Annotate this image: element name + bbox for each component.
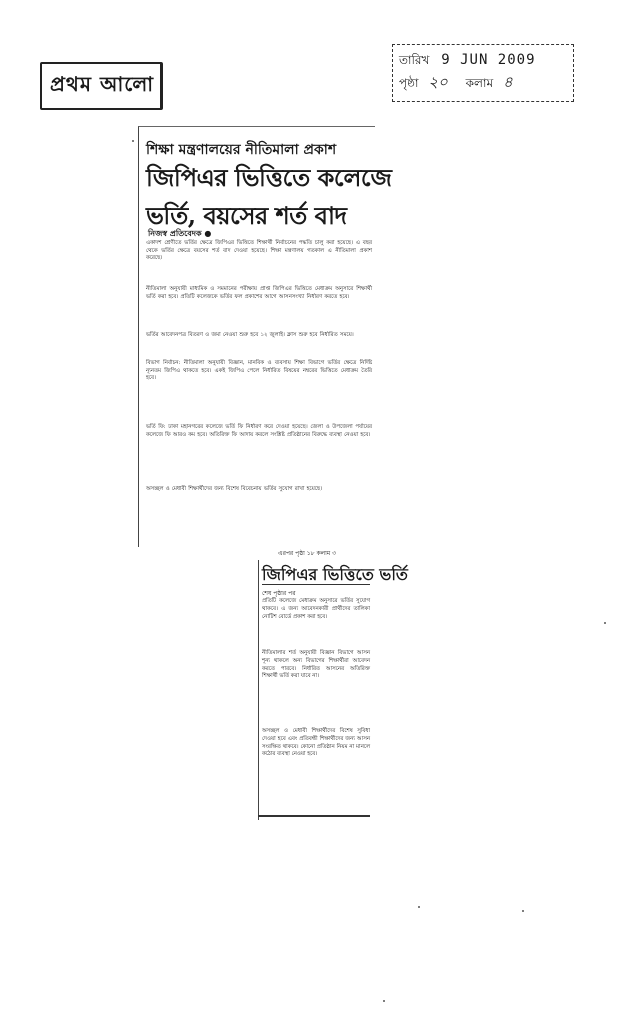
continuation-paragraph-3: অসচ্ছল ও মেধাবী শিক্ষার্থীদের বিশেষ সুবিধা দেওয়া হবে এবং প্রতিবন্ধী শিক্ষার্থীদের জন্য আসন সংরক্ষিত থাকবে। কোনো প্রতিষ্ঠান নিয়ম না মানলে কঠোর ব্যবস্থা নেওয়া হবে। bbox=[262, 728, 370, 758]
article-paragraph-1: একাদশ শ্রেণীতে ভর্তির ক্ষেত্রে জিপিএর ভিত্তিতে শিক্ষার্থী নির্বাচনের পদ্ধতি চালু করা হয়েছে। এ বছর থেকে ভর্তির ক্ষেত্রে বয়সের শর্ত বাদ দেওয়া হয়েছে। শিক্ষা মন্ত্রণালয় গতকাল এ নীতিমালা প্রকাশ করেছে। bbox=[146, 240, 372, 262]
article-jump-line: এরপর পৃষ্ঠা ১৮ কলাম ৩ bbox=[278, 550, 337, 557]
newspaper-masthead bbox=[40, 62, 160, 108]
scan-speck bbox=[383, 1000, 385, 1002]
scan-speck bbox=[522, 910, 524, 912]
scan-speck bbox=[132, 140, 134, 142]
continuation-rule bbox=[262, 584, 370, 585]
date-stamp bbox=[392, 44, 574, 102]
headline-line-1: জিপিএর ভিত্তিতে কলেজে bbox=[146, 163, 392, 192]
article-byline: নিজস্ব প্রতিবেদক ● bbox=[148, 229, 212, 238]
stamp-column-value: ৪ bbox=[502, 73, 513, 91]
masthead-title: প্রথম আলো bbox=[50, 72, 155, 96]
article-paragraph-3: ভর্তির আবেদনপত্র বিতরণ ও জমা নেওয়া শুরু হবে ১২ জুলাই। ক্লাস শুরু হবে নির্ধারিত সময়ে। bbox=[146, 332, 354, 338]
stamp-page-label: পৃষ্ঠা bbox=[399, 76, 419, 90]
article-kicker: শিক্ষা মন্ত্রণালয়ের নীতিমালা প্রকাশ bbox=[146, 142, 337, 158]
article-paragraph-4: বিভাগ নির্বাচন: নীতিমালা অনুযায়ী বিজ্ঞান, মানবিক ও ব্যবসায় শিক্ষা বিভাগে ভর্তির ক্ষেত্রে নির্দিষ্ট ন্যূনতম জিপিএ থাকতে হবে। একই জিপিএ পেলে নির্ধারিত বিষয়ের নম্বরের ভিত্তিতে মেধাক্রম তৈরি হবে। bbox=[146, 360, 372, 382]
stamp-column-label: কলাম bbox=[465, 76, 494, 90]
stamp-page-value: ২০ bbox=[428, 73, 448, 91]
continuation-paragraph-1: প্রতিটি কলেজে মেধাক্রম অনুসারে ভর্তির সুযোগ থাকবে। এ জন্য আবেদনকারী প্রার্থীদের তালিকা নোটিশ বোর্ডে প্রকাশ করা হবে। bbox=[262, 598, 370, 620]
stamp-date-value: 9 JUN 2009 bbox=[441, 52, 536, 68]
stamp-page-row bbox=[399, 71, 567, 93]
continuation-paragraph-2: নীতিমালার শর্ত অনুযায়ী বিজ্ঞান বিভাগে আসন শূন্য থাকলে অন্য বিভাগের শিক্ষার্থীরা আবেদন করতে পারবে। নির্ধারিত আসনের অতিরিক্ত শিক্ষার্থী ভর্তি করা যাবে না। bbox=[262, 650, 370, 680]
headline-line-2: ভর্তি, বয়সের শর্ত বাদ bbox=[146, 201, 347, 230]
article-paragraph-6: অসচ্ছল ও মেধাবী শিক্ষার্থীদের জন্য বিশেষ বিবেচনায় ভর্তির সুযোগ রাখা হয়েছে। bbox=[146, 486, 323, 492]
scan-speck bbox=[418, 906, 420, 908]
continuation-end-rule bbox=[258, 815, 370, 817]
article-paragraph-5: ভর্তি ফি: ঢাকা মহানগরের কলেজে ভর্তি ফি নির্ধারণ করে দেওয়া হয়েছে। জেলা ও উপজেলা পর্যায়ের কলেজে ফি আরও কম হবে। অতিরিক্ত ফি আদায় করলে সংশ্লিষ্ট প্রতিষ্ঠানের বিরুদ্ধে ব্যবস্থা নেওয়া হবে। bbox=[146, 424, 372, 438]
article-paragraph-2: নীতিমালা অনুযায়ী মাধ্যমিক ও সমমানের পরীক্ষায় প্রাপ্ত জিপিএর ভিত্তিতে মেধাক্রম অনুসারে শিক্ষার্থী ভর্তি করা হবে। প্রতিটি কলেজকে ভর্তির ফল প্রকাশের আগে আসনসংখ্যা নির্ধারণ করতে হবে। bbox=[146, 286, 372, 300]
stamp-date-label: তারিখ bbox=[399, 53, 430, 67]
continuation-label: শেষ পৃষ্ঠার পর bbox=[262, 590, 296, 597]
continuation-headline: জিপিএর ভিত্তিতে ভর্তি bbox=[262, 565, 408, 584]
scan-speck bbox=[604, 622, 606, 624]
stamp-date-row bbox=[399, 49, 567, 71]
